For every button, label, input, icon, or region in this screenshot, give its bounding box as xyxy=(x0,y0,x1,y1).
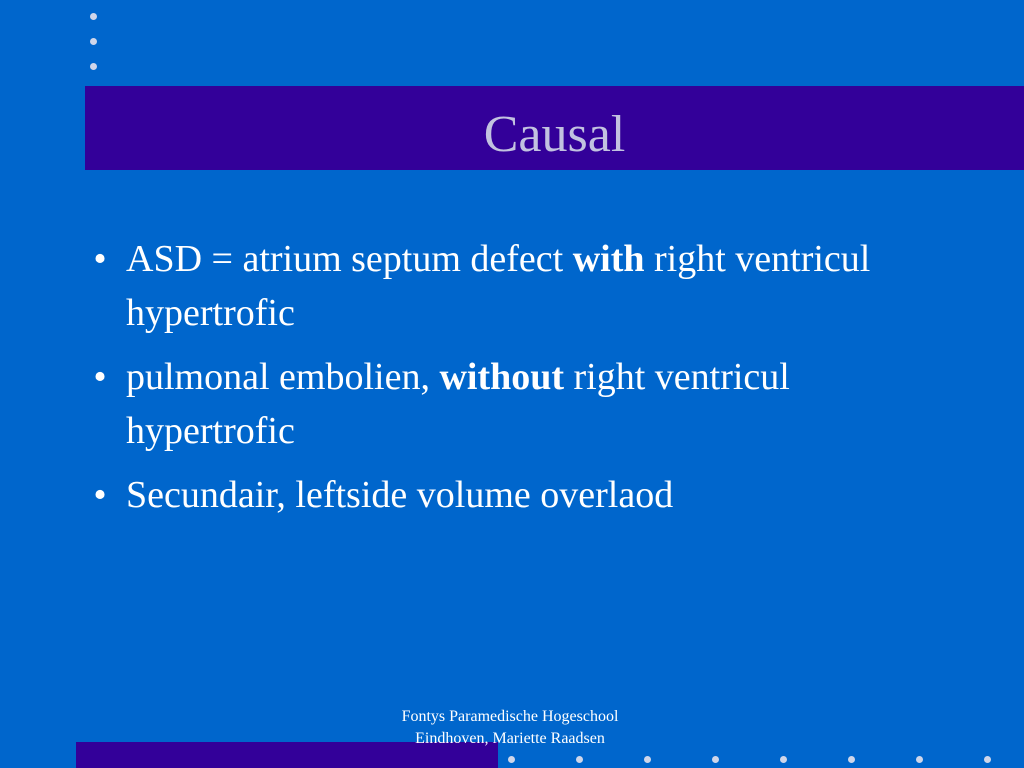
decorative-dot xyxy=(916,756,923,763)
decorative-dot xyxy=(90,13,97,20)
bullet-item xyxy=(85,350,955,458)
bullet-text: Secundair, leftside volume overlaod xyxy=(126,474,674,516)
bullet-marker: • xyxy=(93,474,107,516)
bullet-item xyxy=(85,232,955,340)
decorative-dot xyxy=(90,38,97,45)
bullet-item xyxy=(85,468,955,522)
bullet-text: ASD = atrium septum defect xyxy=(126,238,573,280)
bullet-text: right ventricul hypertrofic xyxy=(126,238,871,334)
decorative-dot xyxy=(90,63,97,70)
slide-title: Causal xyxy=(483,106,626,163)
decorative-dot xyxy=(780,756,787,763)
decorative-dot xyxy=(644,756,651,763)
decorative-dot xyxy=(576,756,583,763)
decorative-dot xyxy=(712,756,719,763)
decorative-dot xyxy=(848,756,855,763)
decorative-dot xyxy=(508,756,515,763)
footer-line-school: Fontys Paramedische Hogeschool xyxy=(401,708,619,725)
title-band xyxy=(85,86,1024,170)
bullet-text: right ventricul hypertrofic xyxy=(126,356,790,452)
footer-line-author: Eindhoven, Mariette Raadsen xyxy=(415,730,605,747)
decorative-dot xyxy=(984,756,991,763)
bullet-emphasis: with xyxy=(572,238,645,280)
bullet-list xyxy=(85,232,955,532)
bullet-emphasis: without xyxy=(439,356,565,398)
bullet-text: pulmonal embolien, xyxy=(126,356,440,398)
bullet-marker: • xyxy=(93,238,107,280)
footer xyxy=(360,706,660,750)
bullet-marker: • xyxy=(93,356,107,398)
